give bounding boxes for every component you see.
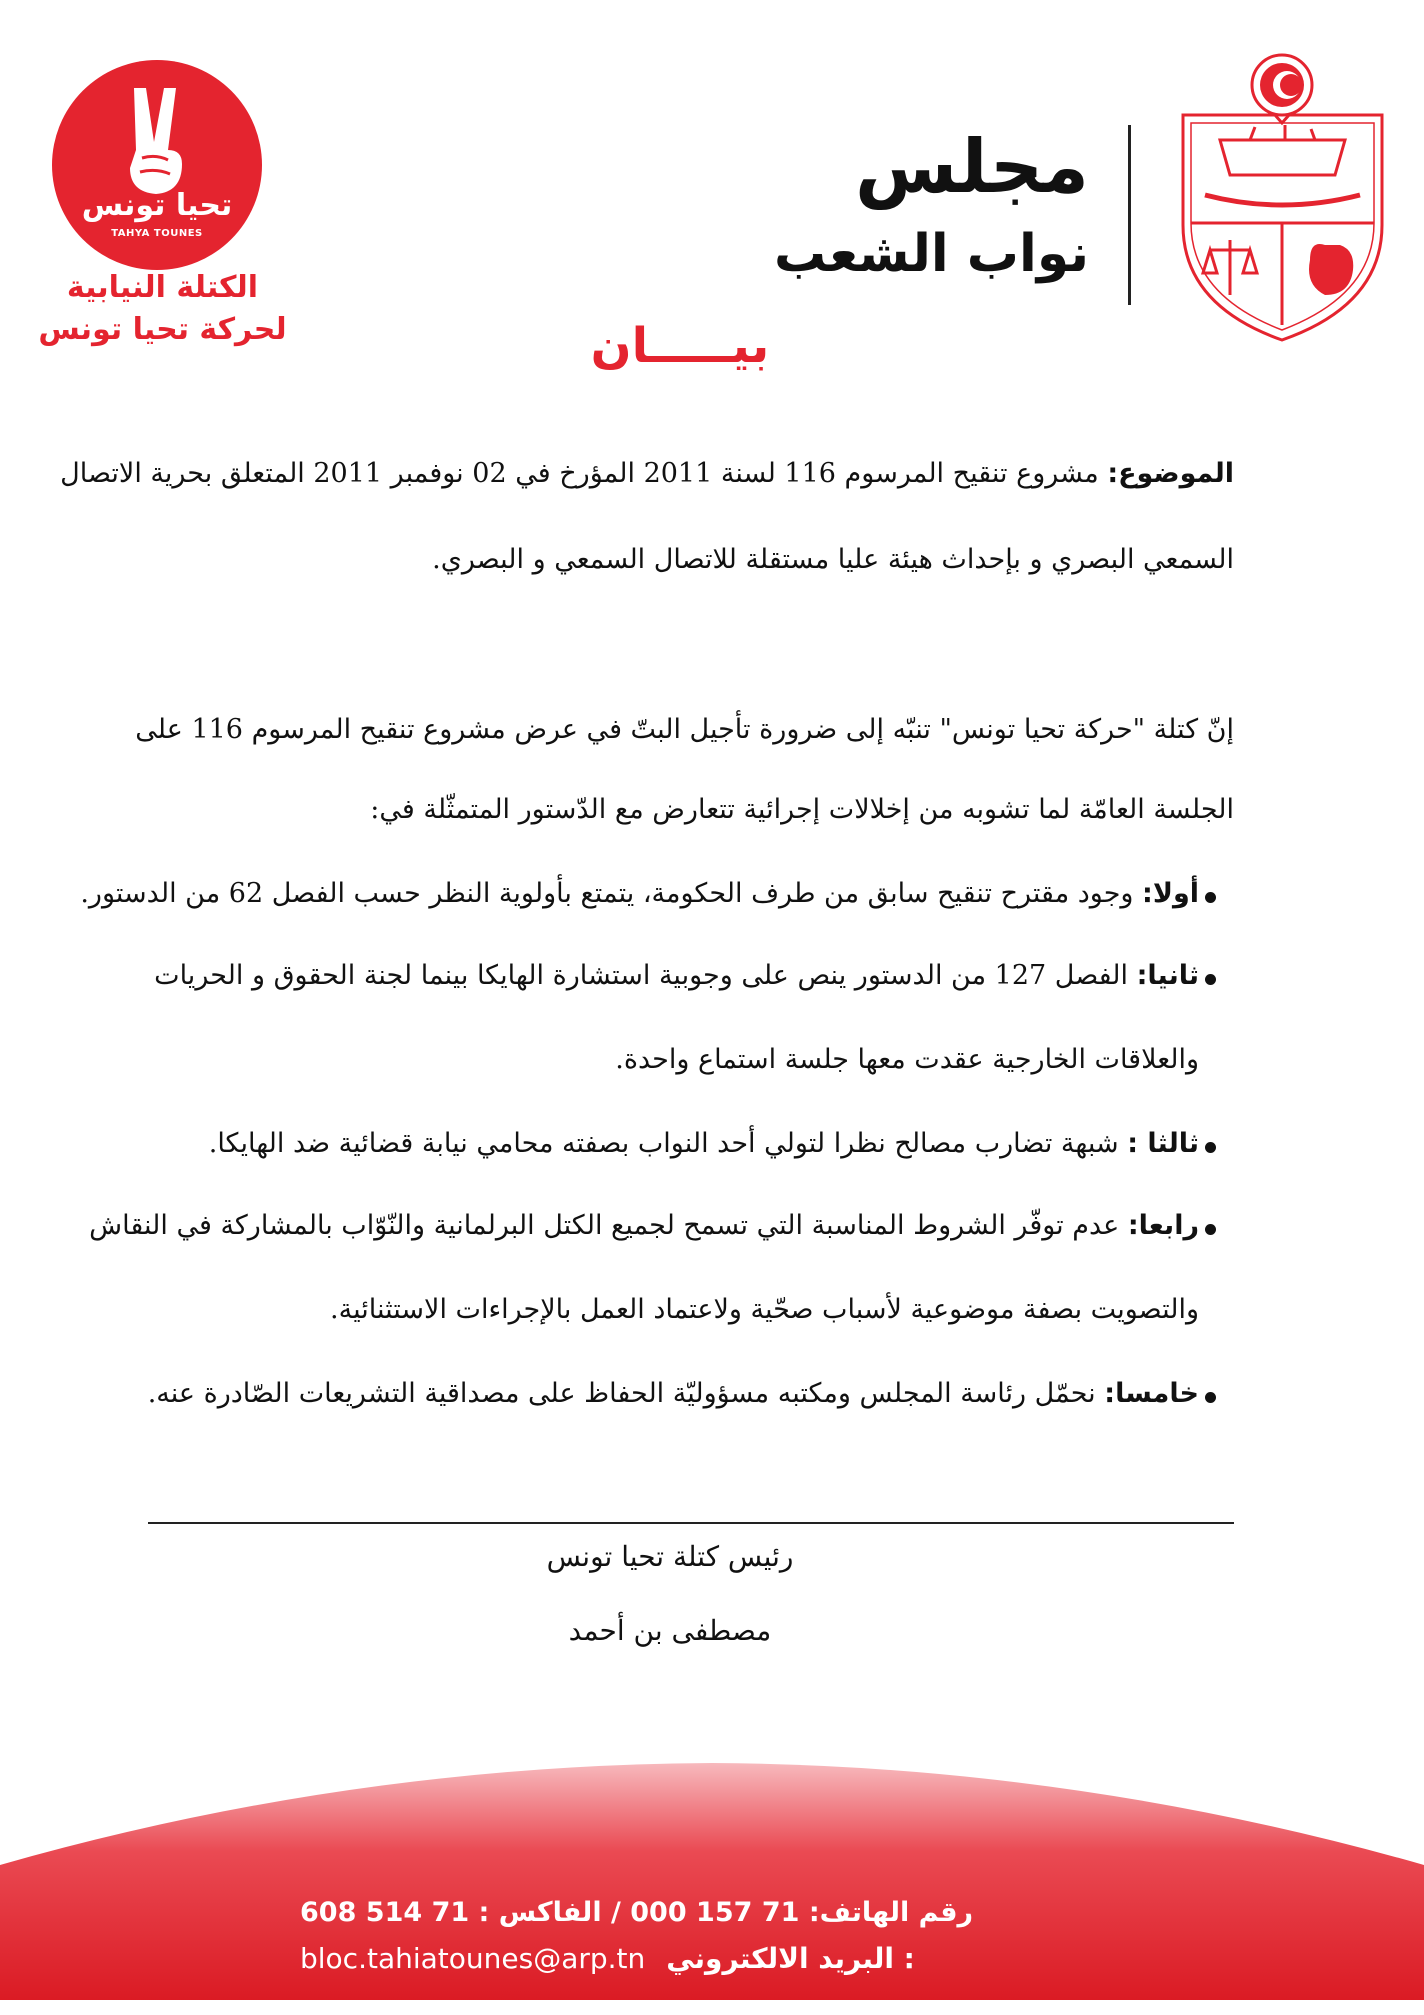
intro-line2: الجلسة العامّة لما تشوبه من إخلالات إجرائية تتعارض مع الدّستور المتمثّلة في: <box>370 794 1234 825</box>
subject-label: الموضوع: <box>1107 458 1234 489</box>
bloc-name-line2: لحركة تحيا تونس <box>38 312 287 347</box>
subject-text-line2: السمعي البصري و بإحداث هيئة عليا مستقلة للاتصال السمعي و البصري. <box>432 544 1234 575</box>
party-logo-arabic: تحيا تونس <box>81 188 233 223</box>
point-4-line2: والتصويت بصفة موضوعية لأسباب صحّية ولاعتماد العمل بالإجراءات الاستثنائية. <box>330 1294 1199 1325</box>
point-text: نحمّل رئاسة المجلس ومكتبه مسؤوليّة الحفاظ على مصداقية التشريعات الصّادرة عنه. <box>147 1378 1096 1409</box>
point-text: الفصل 127 من الدستور ينص على وجوبية استشارة الهايكا بينما لجنة الحقوق و الحريات <box>154 960 1129 991</box>
point-1 <box>80 878 1199 909</box>
header-divider <box>1128 125 1131 305</box>
point-label: رابعا: <box>1127 1210 1199 1241</box>
point-label: ثالثا : <box>1127 1128 1199 1159</box>
parliament-title-line1: مجلس <box>855 124 1089 210</box>
bullet-icon <box>1198 892 1216 910</box>
point-label: ثانيا: <box>1136 960 1199 991</box>
signature-divider <box>148 1522 1234 1524</box>
footer-band <box>0 1755 1424 2015</box>
party-logo <box>52 60 262 270</box>
phone-label: رقم الهاتف: <box>808 1897 974 1928</box>
point-2 <box>154 960 1199 991</box>
footer-phone-line <box>300 1897 1150 1928</box>
point-text: وجود مقترح تنقيح سابق من طرف الحكومة، يتمتع بأولوية النظر حسب الفصل 62 من الدستور. <box>80 878 1134 909</box>
email-label: البريد الالكتروني : <box>666 1942 915 1975</box>
subject-line1 <box>60 458 1234 489</box>
tunisia-coat-of-arms-icon <box>1175 45 1390 345</box>
bullet-icon <box>1198 974 1216 992</box>
email-address: bloc.tahiatounes@arp.tn <box>300 1942 646 1975</box>
signature-title: رئيس كتلة تحيا تونس <box>546 1540 794 1573</box>
phone-number: 71 157 000 <box>630 1897 800 1928</box>
point-2-line2: والعلاقات الخارجية عقدت معها جلسة استماع واحدة. <box>615 1044 1199 1075</box>
point-label: خامسا: <box>1104 1378 1199 1409</box>
bullet-icon <box>1198 1142 1216 1160</box>
phone-separator: / <box>610 1897 621 1928</box>
victory-hand-icon <box>112 80 202 200</box>
point-4 <box>89 1210 1199 1241</box>
intro-line1: إنّ كتلة "حركة تحيا تونس" تنبّه إلى ضرورة تأجيل البتّ في عرض مشروع تنقيح المرسوم 116 على <box>135 714 1234 745</box>
footer-email-line <box>300 1942 1150 1975</box>
parliament-title-line2: نواب الشعب <box>774 224 1089 284</box>
statement-title: بيـــــان <box>590 318 770 374</box>
party-logo-latin: TAHYA TOUNES <box>111 228 203 239</box>
point-text: شبهة تضارب مصالح نظرا لتولي أحد النواب بصفته محامي نيابة قضائية ضد الهايكا. <box>208 1128 1119 1159</box>
bullet-icon <box>1198 1392 1216 1410</box>
fax-label: الفاكس : <box>478 1897 602 1928</box>
point-3 <box>209 1128 1199 1159</box>
point-label: أولا: <box>1142 878 1199 909</box>
point-text: عدم توفّر الشروط المناسبة التي تسمح لجميع الكتل البرلمانية والنّوّاب بالمشاركة في النقاش <box>89 1210 1120 1241</box>
point-5 <box>148 1378 1199 1409</box>
bloc-name-line1: الكتلة النيابية <box>66 270 259 305</box>
fax-number: 71 514 608 <box>300 1897 470 1928</box>
bullet-icon <box>1198 1224 1216 1242</box>
subject-text-line1: مشروع تنقيح المرسوم 116 لسنة 2011 المؤرخ في 02 نوفمبر 2011 المتعلق بحرية الاتصال <box>60 458 1099 489</box>
signature-name: مصطفى بن أحمد <box>568 1614 772 1647</box>
